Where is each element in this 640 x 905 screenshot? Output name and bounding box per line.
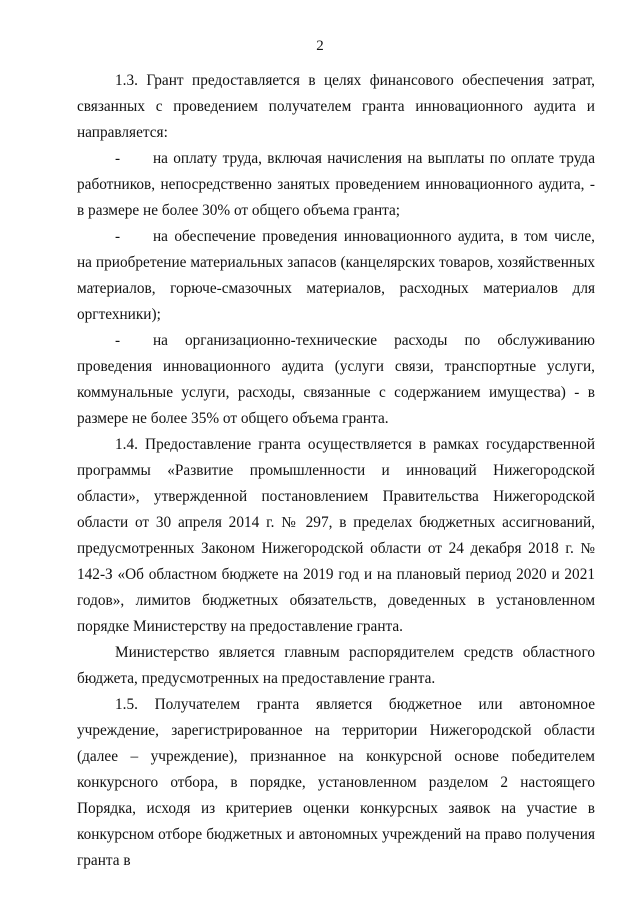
page-number: 2 bbox=[316, 38, 324, 54]
list-item-organizational-costs bbox=[77, 328, 595, 432]
list-item-text: на оплату труда, включая начисления на выплаты по оплате труда работников, непосредственно занятых проведением инновационного аудита, - в размере не более 30% от общего объема гранта; bbox=[77, 150, 595, 219]
paragraph-1-4: 1.4. Предоставление гранта осуществляется в рамках государственной программы «Развитие промышленности и инноваций Нижегородской области», утвержденной постановлением Правительства Нижегородской области от 30 апреля 2014 г. № 297, в пределах бюджетных ассигнований, предусмотренных Законом Нижегородской области от 24 декабря 2018 г. № 142-З «Об областном бюджете на 2019 год и на плановый период 2020 и 2021 годов», лимитов бюджетных обязательств, доведенных в установленном порядке Министерству на предоставление гранта. bbox=[77, 436, 595, 635]
paragraph-1-3: 1.3. Грант предоставляется в целях финансового обеспечения затрат, связанных с проведением получателем гранта инновационного аудита и направляется: bbox=[77, 72, 595, 141]
bullet-dash: - bbox=[115, 228, 121, 245]
list-item-text: на организационно-технические расходы по обслуживанию проведения инновационного аудита (услуги связи, транспортные услуги, коммунальные услуги, расходы, связанные с содержанием имущества) - в размере не более 35% от общего объема гранта. bbox=[77, 332, 595, 427]
list-item-audit-supplies bbox=[77, 224, 595, 328]
paragraph-ministry: Министерство является главным распорядителем средств областного бюджета, предусмотренных на предоставление гранта. bbox=[77, 644, 595, 687]
bullet-dash: - bbox=[115, 150, 121, 167]
paragraph-1-5: 1.5. Получателем гранта является бюджетное или автономное учреждение, зарегистрированное на территории Нижегородской области (далее – учреждение), признанное на конкурсной основе победителем конкурсного отбора, в порядке, установленном разделом 2 настоящего Порядка, исходя из критериев оценки конкурсных заявок на участие в конкурсном отборе бюджетных и автономных учреждений на право получения гранта в bbox=[77, 696, 595, 869]
list-item-text: на обеспечение проведения инновационного аудита, в том числе, на приобретение материальных запасов (канцелярских товаров, хозяйственных материалов, горюче-смазочных материалов, расходных материалов для оргтехники); bbox=[77, 228, 595, 323]
document-body bbox=[77, 68, 595, 874]
list-item-labor-costs bbox=[77, 146, 595, 224]
bullet-dash: - bbox=[115, 332, 121, 349]
